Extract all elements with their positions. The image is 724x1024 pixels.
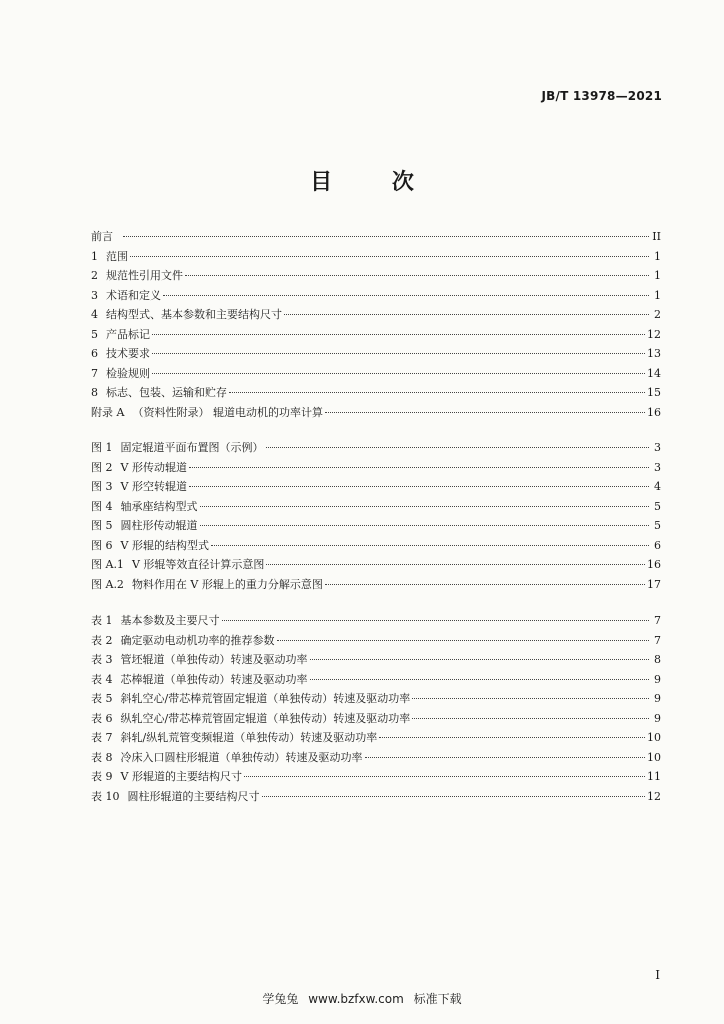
entry-number: 1: [91, 249, 98, 263]
dot-leader: [222, 620, 650, 621]
dot-leader: [266, 447, 650, 448]
entry-number: 表 5: [91, 692, 113, 705]
entry-page: 14: [647, 366, 661, 380]
entry-title: 产品标记: [106, 327, 150, 341]
dot-leader: [262, 796, 646, 797]
dot-leader: [200, 525, 650, 526]
entry-title: 圆柱形传动辊道: [120, 519, 198, 532]
entry-title: V 形辊道的主要结构尺寸: [120, 770, 242, 783]
toc-entry[interactable]: [91, 227, 661, 247]
toc-entry[interactable]: [91, 611, 661, 631]
entry-title: 结构型式、基本参数和主要结构尺寸: [106, 308, 282, 321]
entry-title: 检验规则: [106, 366, 150, 380]
entry-title: 斜轧/纵轧荒管变频辊道（单独传动）转速及驱动功率: [120, 731, 378, 744]
entry-number: 3: [91, 288, 98, 302]
entry-number: 表 8: [91, 750, 113, 764]
dot-leader: [211, 545, 649, 546]
toc-entry[interactable]: [91, 438, 661, 458]
page-title: 目 次: [310, 170, 440, 195]
dot-leader: [185, 275, 649, 276]
toc-entry[interactable]: [91, 536, 661, 556]
entry-number: 表 10: [91, 789, 120, 803]
entry-page: 1: [654, 288, 661, 302]
dot-leader: [229, 392, 645, 393]
entry-title: V 形辊的结构型式: [120, 538, 209, 552]
entry-page: 4: [654, 480, 661, 493]
dot-leader: [152, 353, 645, 354]
entry-page: 7: [654, 614, 661, 627]
dot-leader: [284, 314, 649, 315]
toc-figures: [91, 438, 661, 594]
entry-number: 图 6: [91, 538, 113, 552]
toc-entry[interactable]: [91, 458, 661, 478]
toc-entry[interactable]: [91, 575, 661, 595]
entry-page: 7: [654, 633, 661, 647]
dot-leader: [310, 659, 650, 660]
dot-leader: [310, 679, 650, 680]
dot-leader: [325, 412, 645, 413]
dot-leader: [277, 640, 650, 641]
entry-page: 1: [654, 249, 661, 263]
dot-leader: [189, 486, 649, 487]
entry-number: 2: [91, 269, 98, 282]
standard-number: JB/T 13978—2021: [541, 89, 662, 103]
entry-title: V 形传动辊道: [120, 460, 187, 474]
entry-page: 12: [647, 327, 661, 341]
entry-number: 表 1: [91, 614, 113, 627]
entry-page: 8: [654, 653, 661, 666]
entry-title: V 形辊等效直径计算示意图: [131, 558, 265, 571]
entry-title: 斜轧空心/带芯棒荒管固定辊道（单独传动）转速及驱动功率: [120, 692, 411, 705]
dot-leader: [412, 718, 649, 719]
entry-title: 圆柱形辊道的主要结构尺寸: [127, 789, 260, 803]
toc-entry[interactable]: [91, 787, 661, 807]
entry-number: 7: [91, 366, 98, 380]
entry-number: 前言: [91, 230, 113, 243]
toc-entry[interactable]: [91, 305, 661, 325]
toc-entry[interactable]: [91, 286, 661, 306]
toc-entry[interactable]: [91, 728, 661, 748]
page-number: I: [655, 968, 660, 982]
entry-page: 5: [654, 499, 661, 513]
entry-title: 芯棒辊道（单独传动）转速及驱动功率: [120, 672, 308, 686]
dot-leader: [123, 236, 649, 237]
entry-page: 9: [654, 711, 661, 725]
dot-leader: [365, 757, 646, 758]
entry-title: 技术要求: [106, 347, 150, 360]
dot-leader: [163, 295, 649, 296]
toc-entry[interactable]: [91, 748, 661, 768]
dot-leader: [152, 334, 645, 335]
entry-page: 16: [647, 558, 661, 571]
entry-page: 16: [647, 405, 661, 419]
entry-title: 规范性引用文件: [106, 269, 183, 282]
entry-page: 10: [647, 750, 661, 764]
entry-number: 5: [91, 327, 98, 341]
entry-page: 9: [654, 692, 661, 705]
dot-leader: [325, 584, 645, 585]
entry-number: 表 6: [91, 711, 113, 725]
entry-title: 基本参数及主要尺寸: [120, 614, 220, 627]
toc-entry[interactable]: [91, 383, 661, 403]
entry-title: 轴承座结构型式: [120, 499, 198, 513]
toc-entry[interactable]: [91, 477, 661, 497]
toc-entry[interactable]: [91, 247, 661, 267]
entry-number: 图 1: [91, 441, 113, 454]
entry-title: 范围: [106, 249, 128, 263]
dot-leader: [379, 737, 645, 738]
entry-number: 图 5: [91, 519, 113, 532]
entry-title: 物料作用在 V 形辊上的重力分解示意图: [131, 577, 323, 591]
entry-title: 管坯辊道（单独传动）转速及驱动功率: [120, 653, 308, 666]
entry-page: II: [652, 230, 661, 243]
entry-title: 术语和定义: [106, 288, 161, 302]
entry-page: 17: [647, 577, 661, 591]
dot-leader: [412, 698, 649, 699]
dot-leader: [266, 564, 645, 565]
entry-title: 纵轧空心/带芯棒荒管固定辊道（单独传动）转速及驱动功率: [120, 711, 411, 725]
entry-page: 13: [647, 347, 661, 360]
entry-number: 表 3: [91, 653, 113, 666]
toc-entry[interactable]: [91, 631, 661, 651]
entry-title: 标志、包装、运输和贮存: [106, 386, 227, 399]
toc-tables: [91, 611, 661, 806]
dot-leader: [130, 256, 649, 257]
entry-number: 表 4: [91, 672, 113, 686]
toc-entry[interactable]: [91, 709, 661, 729]
entry-number: 4: [91, 308, 98, 321]
entry-page: 1: [654, 269, 661, 282]
toc-entry[interactable]: [91, 403, 661, 423]
footer-watermark: 学兔兔 www.bzfxw.com 标准下载: [262, 992, 462, 1006]
entry-number: 8: [91, 386, 98, 399]
entry-number: 图 A.2: [91, 577, 124, 591]
entry-page: 15: [647, 386, 661, 399]
entry-page: 12: [647, 789, 661, 803]
entry-page: 11: [647, 770, 661, 783]
dot-leader: [152, 373, 645, 374]
entry-page: 3: [654, 460, 661, 474]
entry-page: 10: [647, 731, 661, 744]
entry-title: 冷床入口圆柱形辊道（单独传动）转速及驱动功率: [120, 750, 363, 764]
entry-title: 固定辊道平面布置图（示例）: [120, 441, 264, 454]
toc-entry[interactable]: [91, 555, 661, 575]
toc-entry[interactable]: [91, 266, 661, 286]
toc-entry[interactable]: [91, 670, 661, 690]
toc-entry[interactable]: [91, 497, 661, 517]
toc-entry[interactable]: [91, 344, 661, 364]
toc-entry[interactable]: [91, 689, 661, 709]
toc-contents: [91, 227, 661, 422]
entry-number: 表 7: [91, 731, 113, 744]
entry-number: 表 2: [91, 633, 113, 647]
entry-page: 2: [654, 308, 661, 321]
entry-number: 表 9: [91, 770, 113, 783]
entry-number: 图 3: [91, 480, 113, 493]
entry-number: 6: [91, 347, 98, 360]
dot-leader: [189, 467, 649, 468]
toc-entry[interactable]: [91, 767, 661, 787]
entry-page: 6: [654, 538, 661, 552]
toc-entry[interactable]: [91, 650, 661, 670]
dot-leader: [200, 506, 650, 507]
entry-title: （资料性附录） 辊道电动机的功率计算: [132, 405, 323, 419]
entry-title: 确定驱动电动机功率的推荐参数: [120, 633, 275, 647]
toc-entry[interactable]: [91, 364, 661, 384]
toc-entry[interactable]: [91, 516, 661, 536]
entry-page: 3: [654, 441, 661, 454]
entry-number: 图 4: [91, 499, 113, 513]
toc-entry[interactable]: [91, 325, 661, 345]
entry-page: 9: [654, 672, 661, 686]
entry-number: 附录 A: [91, 405, 125, 419]
entry-number: 图 A.1: [91, 558, 124, 571]
entry-number: 图 2: [91, 460, 113, 474]
dot-leader: [244, 776, 645, 777]
entry-page: 5: [654, 519, 661, 532]
entry-title: V 形空转辊道: [120, 480, 187, 493]
